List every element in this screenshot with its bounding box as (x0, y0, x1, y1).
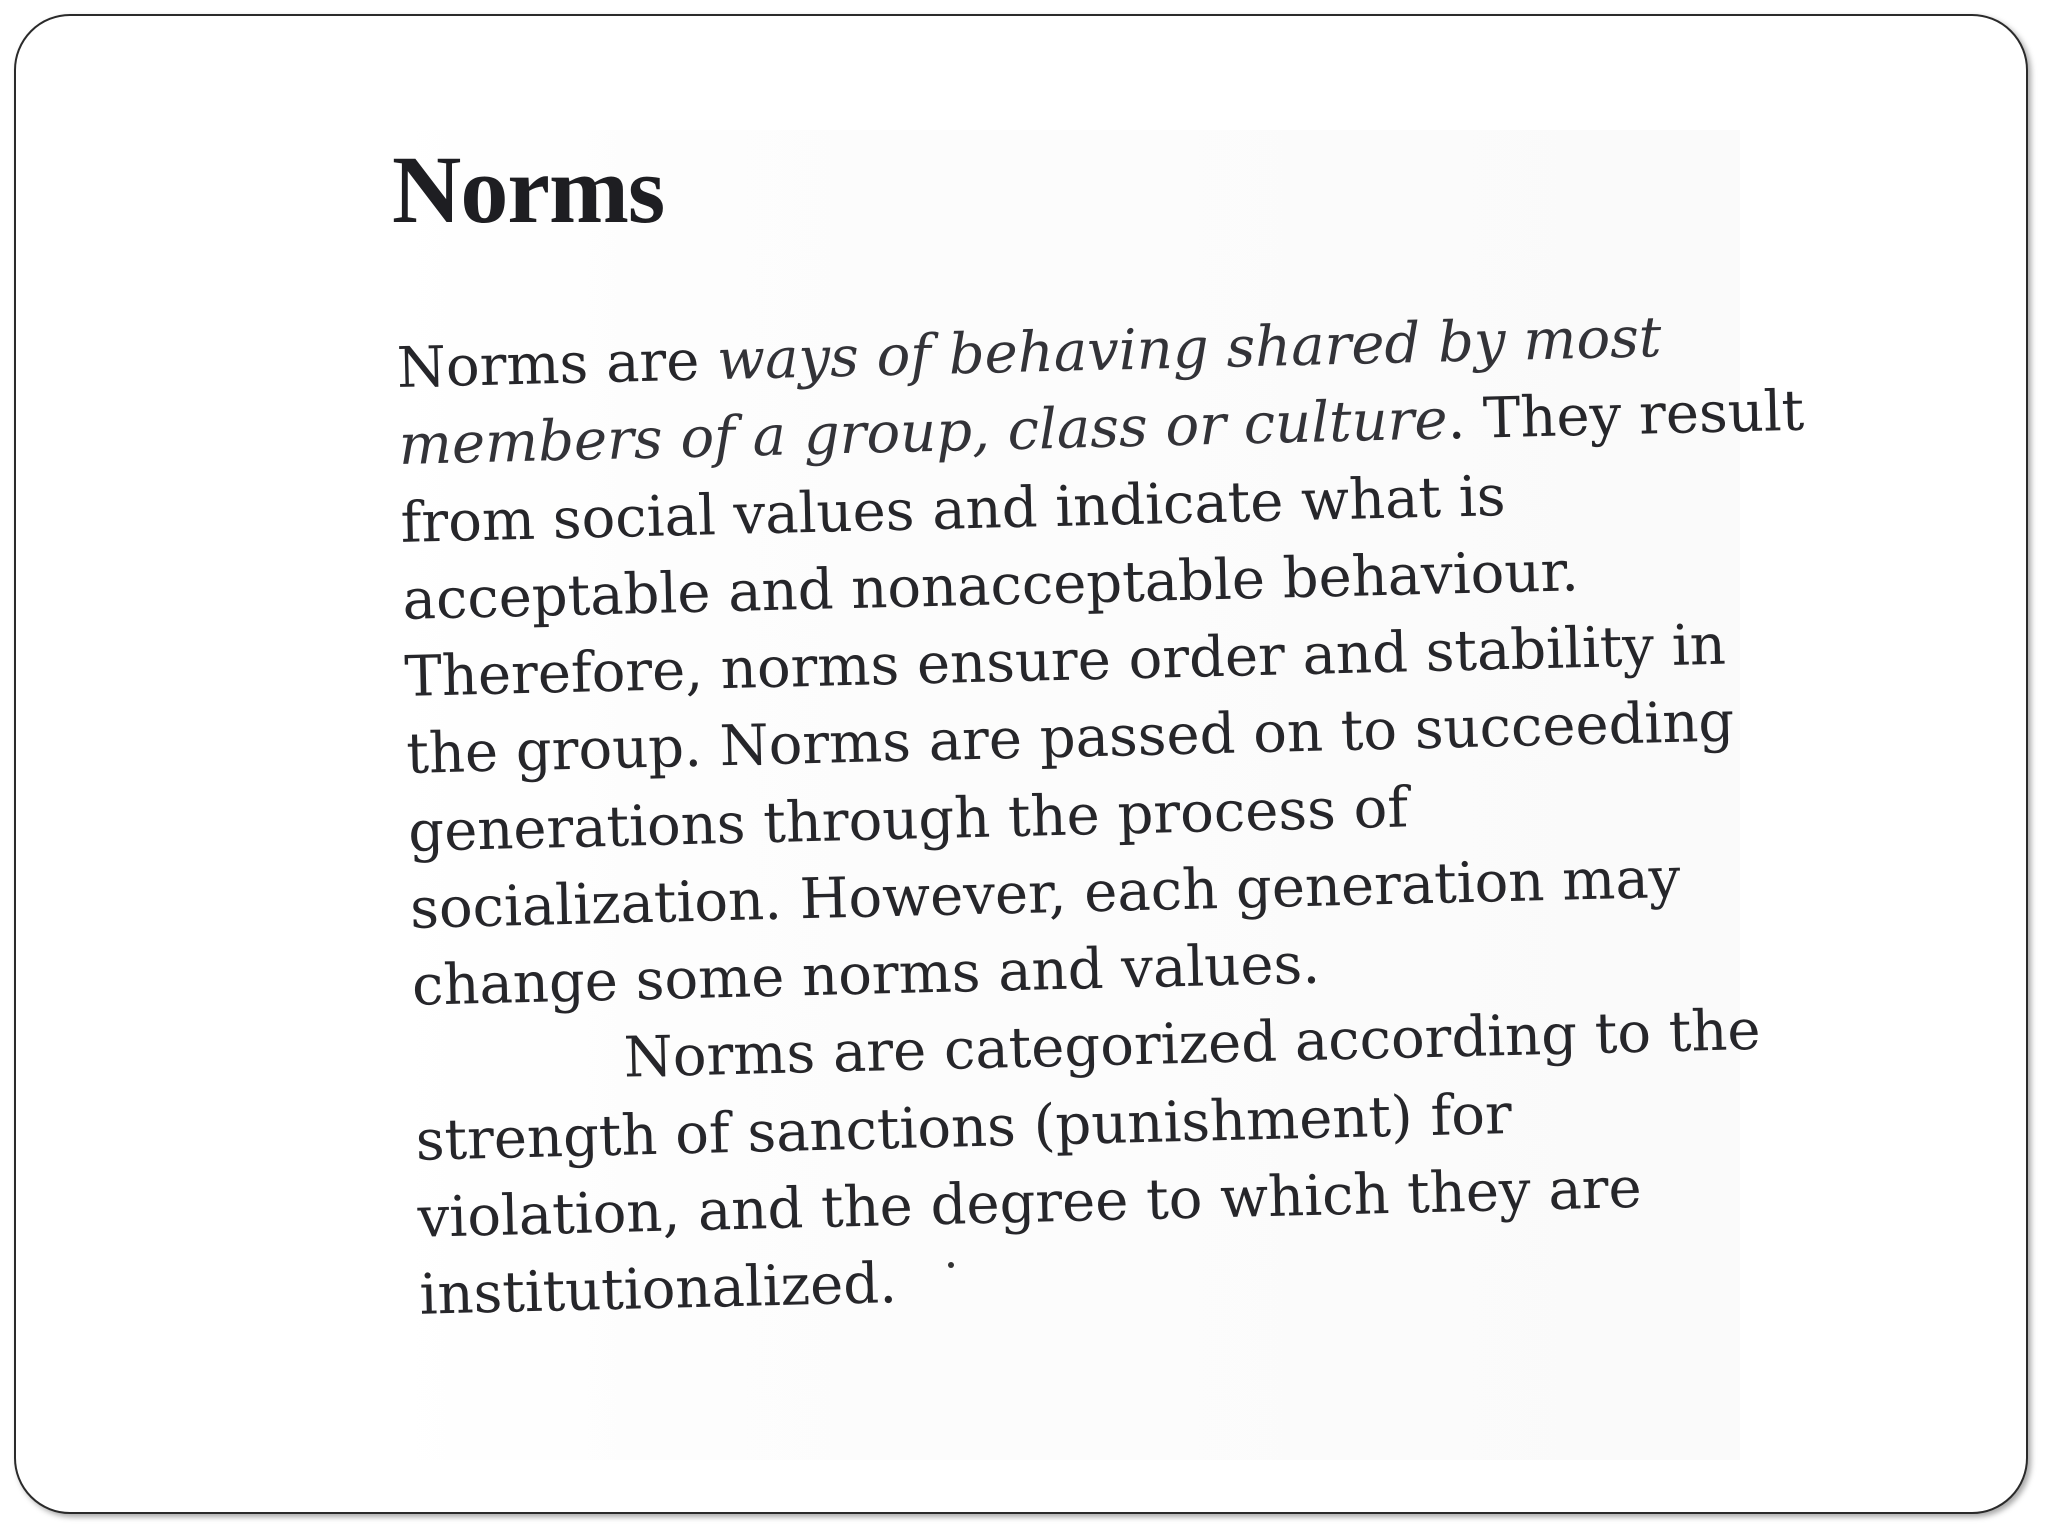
text-line: the group. Norms are passed on to succeeding (405, 689, 1735, 788)
body-text (396, 297, 1805, 1334)
text-line: change some norms and values. (411, 931, 1321, 1019)
slide-title: Norms (392, 136, 665, 243)
text-line: generations through the process of (407, 775, 1409, 865)
scan-speck (948, 1262, 954, 1268)
text-line: from social values and indicate what is (399, 463, 1507, 556)
text-line: institutionalized. (418, 1251, 898, 1328)
text-line: Norms are ways of behaving shared by most (396, 305, 1663, 401)
text-line: Therefore, norms ensure order and stability in (403, 612, 1727, 710)
text-line: violation, and the degree to which they are (416, 1155, 1643, 1251)
text-line: socialization. However, each generation may (409, 845, 1682, 942)
text-line: acceptable and nonacceptable behaviour. (401, 538, 1580, 633)
text-line: Norms are categorized according to the (623, 998, 1762, 1092)
text-line: strength of sanctions (punishment) for (415, 1081, 1513, 1174)
text-line: members of a group, class or culture. They result (398, 378, 1805, 479)
